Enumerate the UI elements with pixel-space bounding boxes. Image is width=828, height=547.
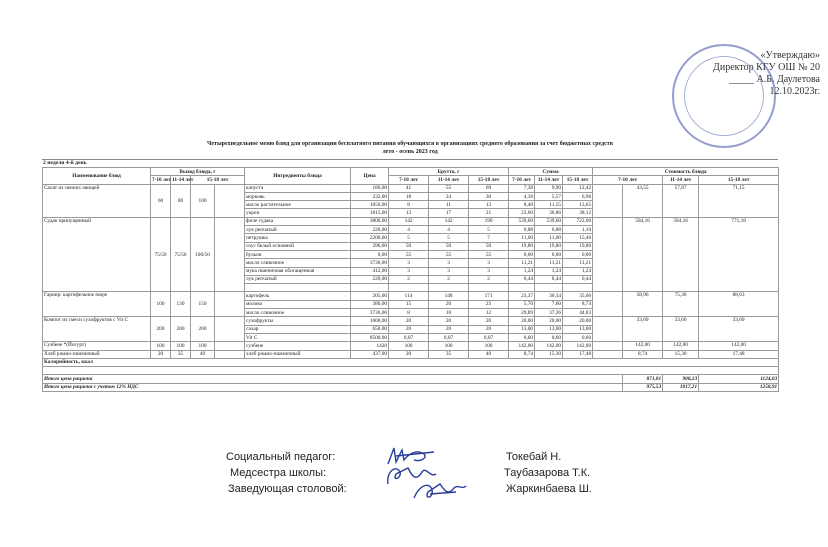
gross-age3: 30: [469, 192, 509, 200]
cost-age3: 17,48: [699, 350, 779, 358]
cost-age2: 15,30: [663, 350, 699, 358]
empty-cell: [535, 284, 563, 292]
gross-age2: 148: [429, 292, 469, 300]
gross-age2: 10: [429, 309, 469, 317]
approval-line-1: «Утверждаю»: [760, 50, 820, 61]
gross-age1: 13: [389, 209, 429, 217]
table-row: [43, 367, 779, 375]
gross-age3: 2: [469, 275, 509, 283]
cost-age3: 142,00: [699, 342, 779, 350]
ingredient-name: масло сливочное: [245, 259, 351, 267]
sum-age1: 11,00: [509, 234, 535, 242]
signature-name-3: Жаркинбаева Ш.: [506, 483, 592, 495]
ingredient-price: 650,00: [351, 325, 389, 333]
header-cost: Стоимость блюда: [593, 168, 779, 176]
sum-age3: 20,00: [563, 317, 593, 325]
total-row: [43, 383, 779, 391]
ingredient-price: 0,00: [351, 250, 389, 258]
gross-age3: 190: [469, 217, 509, 225]
ingredient-price: 2200,00: [351, 234, 389, 242]
sum-age1: 13,00: [509, 325, 535, 333]
dish-name: Компот из смеси сухофруктов с Vit C: [43, 317, 151, 342]
sum-age2: 30,34: [535, 292, 563, 300]
sum-age3: 0,00: [563, 250, 593, 258]
header-dish: Наименование блюд: [43, 168, 151, 185]
yield-age2: 35: [171, 350, 191, 358]
yield-age2: 80: [171, 184, 191, 217]
yield-age3: 100/50: [191, 217, 215, 292]
gross-age2: 11: [429, 201, 469, 209]
gross-age1: 100: [389, 342, 429, 350]
sum-age2: 9,90: [535, 184, 563, 192]
spacer-cell: [215, 350, 245, 358]
sum-age3: 11,21: [563, 259, 593, 267]
gross-age1: 15: [389, 300, 429, 308]
total-label: Итого цена рациона: [43, 375, 623, 383]
gross-age3: 171: [469, 292, 509, 300]
header-yield-age1: 7-10 лет: [152, 176, 171, 183]
ingredient-name: сахар: [245, 325, 351, 333]
ingredient-price: 3736,00: [351, 259, 389, 267]
gross-age3: 40: [469, 350, 509, 358]
gross-age1: 41: [389, 184, 429, 192]
sum-age2: 0,44: [535, 275, 563, 283]
gross-age3: 20: [469, 325, 509, 333]
ingredient-name: лук репчатый: [245, 226, 351, 234]
empty-cell: [245, 284, 351, 292]
gross-age2: 100: [429, 342, 469, 350]
gross-age3: 7: [469, 234, 509, 242]
sum-age2: 0,88: [535, 226, 563, 234]
spacer-cell: [593, 184, 623, 217]
ingredient-name: картофель: [245, 292, 351, 300]
sum-age3: 8,74: [563, 300, 593, 308]
gross-age3: 20: [469, 317, 509, 325]
sum-age1: 0,44: [509, 275, 535, 283]
table-row: [43, 292, 779, 300]
gross-age2: 20: [429, 317, 469, 325]
header-price: Цена: [351, 168, 389, 185]
gross-age3: 5: [469, 226, 509, 234]
spacer-cell: [593, 342, 623, 350]
calories-row: [43, 358, 779, 366]
gross-age1: 4: [389, 226, 429, 234]
gross-age2: 24: [429, 192, 469, 200]
sum-age1: 0,88: [509, 226, 535, 234]
gross-age1: 3: [389, 267, 429, 275]
empty-cell: [469, 284, 509, 292]
official-stamp-icon: [672, 44, 776, 148]
gross-age3: 0,07: [469, 333, 509, 341]
gross-age2: 55: [429, 250, 469, 258]
ingredient-price: 1050,00: [351, 201, 389, 209]
ingredient-name: соус белый основной: [245, 242, 351, 250]
ingredient-price: 205,00: [351, 292, 389, 300]
signature-3-icon: [410, 478, 470, 504]
total-age2: 1017,21: [663, 383, 699, 391]
ingredient-name: молоко: [245, 300, 351, 308]
ingredient-price: 380,00: [351, 300, 389, 308]
yield-age2: 200: [171, 317, 191, 342]
gross-age2: 4: [429, 226, 469, 234]
ingredient-name: бульон: [245, 250, 351, 258]
gross-age3: 69: [469, 184, 509, 192]
table-row: [43, 184, 779, 192]
title-line-1: Четырехнедельное меню блюд для организации бесплатного питания обучающихся в организациях среднего образования за счет бюджетных средств: [206, 141, 613, 147]
cost-age1: 142,00: [623, 342, 663, 350]
sum-age3: 722,00: [563, 217, 593, 225]
header-sum: Сумма: [509, 168, 593, 176]
gross-age1: 8: [389, 309, 429, 317]
gross-age1: 55: [389, 250, 429, 258]
yield-age3: 100: [191, 342, 215, 350]
cost-age1: 584,16: [623, 217, 663, 292]
sum-age3: 19,80: [563, 242, 593, 250]
total-age1: 871,01: [623, 375, 663, 383]
sum-age1: 142,00: [509, 342, 535, 350]
header-gross-age3: 15-18 лет: [469, 176, 509, 184]
header-gross: Брутто, г: [389, 168, 509, 176]
cost-age2: 33,60: [663, 317, 699, 342]
yield-age2: 100: [171, 342, 191, 350]
gross-age2: 3: [429, 259, 469, 267]
cost-age2: 584,16: [663, 217, 699, 292]
approval-line-4: 12.10.2023г.: [769, 86, 820, 97]
spacer-cell: [593, 317, 623, 342]
spacer-cell: [215, 317, 245, 342]
gross-age1: 0,07: [389, 333, 429, 341]
ingredient-price: 3736,00: [351, 309, 389, 317]
header-sum-age3: 15-18 лет: [563, 176, 593, 184]
ingredient-name: филе судака: [245, 217, 351, 225]
sum-age2: 30,86: [535, 209, 563, 217]
approval-line-2: Директор КГУ ОШ № 20: [713, 62, 820, 73]
sum-age2: 11,55: [535, 201, 563, 209]
spacer-cell: [215, 292, 245, 317]
sum-age2: 15,30: [535, 350, 563, 358]
gross-age2: 17: [429, 209, 469, 217]
signature-role-3: Заведующая столовой:: [228, 483, 347, 495]
sum-age3: 38,12: [563, 209, 593, 217]
yield-age1: 100: [151, 342, 171, 350]
total-age2: 908,23: [663, 375, 699, 383]
dish-name: Сузбеие *(Йогурт): [43, 342, 151, 350]
menu-table: [42, 167, 779, 392]
cost-age3: 33,60: [699, 317, 779, 342]
empty-cell: [389, 284, 429, 292]
yield-age2: 130: [171, 292, 191, 317]
gross-age1: 50: [389, 242, 429, 250]
yield-age3: 150: [191, 292, 215, 317]
gross-age1: 20: [389, 317, 429, 325]
sum-age1: 0,00: [509, 250, 535, 258]
sum-age2: 7,60: [535, 300, 563, 308]
signature-role-2: Медсестра школы:: [230, 467, 327, 479]
ingredient-price: 396,00: [351, 242, 389, 250]
signature-name-1: Токебай Н.: [506, 451, 562, 463]
sum-age3: 15,40: [563, 234, 593, 242]
gross-age1: 3: [389, 259, 429, 267]
sum-age3: 1,10: [563, 226, 593, 234]
yield-age3: 40: [191, 350, 215, 358]
ingredient-price: 437,00: [351, 350, 389, 358]
gross-age1: 114: [389, 292, 429, 300]
yield-age1: 200: [151, 317, 171, 342]
gross-age3: 55: [469, 250, 509, 258]
sum-age1: 8,74: [509, 350, 535, 358]
total-label: Итого цена рациона с учетом 12% НДС: [43, 383, 623, 391]
gross-age3: 21: [469, 209, 509, 217]
cost-age1: 58,96: [623, 292, 663, 317]
spacer-cell: [593, 217, 623, 292]
sum-age2: 11,21: [535, 259, 563, 267]
yield-age1: 20: [151, 350, 171, 358]
sum-age2: 142,00: [535, 342, 563, 350]
dish-name: Судак припущенный: [43, 217, 151, 292]
dish-name: Салат из свежих овощей: [43, 184, 151, 217]
gross-age3: 3: [469, 267, 509, 275]
gross-age3: 50: [469, 242, 509, 250]
approval-line-3: _____ А.Б. Даулетова: [729, 74, 820, 85]
cost-age3: 771,18: [699, 217, 779, 292]
yield-age3: 100: [191, 184, 215, 217]
sum-age3: 1,24: [563, 267, 593, 275]
gross-age3: 23: [469, 300, 509, 308]
cost-age3: 88,63: [699, 292, 779, 317]
gross-age1: 18: [389, 192, 429, 200]
ingredient-name: мука пшеничная обогащенная: [245, 267, 351, 275]
header-ingredients: Ингредиенты блюда: [245, 168, 351, 185]
header-gross-age2: 11-14 лет: [429, 176, 469, 184]
sum-age3: 44,83: [563, 309, 593, 317]
sum-age1: 7,38: [509, 184, 535, 192]
period-label: 2 недели 4-й день: [42, 159, 778, 167]
ingredient-name: морковь: [245, 192, 351, 200]
gross-age1: 20: [389, 325, 429, 333]
ingredient-price: 232,00: [351, 192, 389, 200]
sum-age2: 20,00: [535, 317, 563, 325]
sum-age1: 11,21: [509, 259, 535, 267]
sum-age3: 0,60: [563, 333, 593, 341]
header-cost-age1: 7-10 лет: [593, 176, 663, 184]
ingredient-name: капуста: [245, 184, 351, 192]
spacer-cell: [593, 350, 623, 358]
menu-table-body: [43, 184, 779, 391]
cost-age1: 8,74: [623, 350, 663, 358]
header-yield-age3: 15-18 лет: [191, 176, 245, 184]
sum-age2: 13,00: [535, 325, 563, 333]
gross-age3: 12: [469, 309, 509, 317]
sum-age2: 539,60: [535, 217, 563, 225]
sum-age2: 1,24: [535, 267, 563, 275]
total-row: [43, 375, 779, 383]
gross-age3: 100: [469, 342, 509, 350]
header-sum-age2: 11-14 лет: [535, 176, 563, 184]
empty-cell: [429, 284, 469, 292]
sum-age1: 23,37: [509, 292, 535, 300]
header-yield-age2: 11-14 лет: [172, 176, 194, 183]
sum-age2: 0,60: [535, 333, 563, 341]
ingredient-name: Vit C: [245, 333, 351, 341]
ingredient-price: 220,00: [351, 226, 389, 234]
header-yield: Выход блюда, г: [151, 168, 245, 176]
cost-age2: 142,00: [663, 342, 699, 350]
ingredient-price: 1815,00: [351, 209, 389, 217]
calories-label: Калорийность, ккал: [43, 358, 779, 366]
gross-age3: 13: [469, 201, 509, 209]
sum-age1: 8,40: [509, 201, 535, 209]
gross-age2: 142: [429, 217, 469, 225]
header-sum-age1: 7-10 лет: [509, 176, 535, 184]
ingredient-price: 180,00: [351, 184, 389, 192]
sum-age1: 5,70: [509, 300, 535, 308]
sum-age1: 1,24: [509, 267, 535, 275]
ingredient-price: 3800,00: [351, 217, 389, 225]
gross-age2: 20: [429, 325, 469, 333]
spacer-cell: [215, 184, 245, 217]
gross-age2: 35: [429, 350, 469, 358]
gross-age1: 2: [389, 275, 429, 283]
sum-age1: 20,00: [509, 317, 535, 325]
ingredient-name: укроп: [245, 209, 351, 217]
header-gross-age1: 7-10 лет: [389, 176, 429, 184]
ingredient-name: сузбеие: [245, 342, 351, 350]
empty-cell: [509, 284, 535, 292]
table-row: [43, 342, 779, 350]
gross-age2: 55: [429, 184, 469, 192]
sum-age3: 13,65: [563, 201, 593, 209]
gross-age2: 2: [429, 275, 469, 283]
gross-age2: 5: [429, 234, 469, 242]
sum-age3: 6,96: [563, 192, 593, 200]
dish-name: Хлеб ржано-пшеничный: [43, 350, 151, 358]
cost-age3: 71,15: [699, 184, 779, 217]
yield-age1: 75/50: [151, 217, 171, 292]
cost-age1: 33,60: [623, 317, 663, 342]
ingredient-name: сухофрукты: [245, 317, 351, 325]
table-row: [43, 217, 779, 225]
gross-age2: 20: [429, 300, 469, 308]
sum-age1: 4,18: [509, 192, 535, 200]
ingredient-price: 1000,00: [351, 317, 389, 325]
total-age1: 975,53: [623, 383, 663, 391]
sum-age3: 17,48: [563, 350, 593, 358]
gross-age1: 20: [389, 350, 429, 358]
title-line-2: лето - осень 2023 год: [382, 149, 438, 155]
empty-cell: [351, 284, 389, 292]
ingredient-price: 412,00: [351, 267, 389, 275]
cost-age2: 57,87: [663, 184, 699, 217]
spacer-cell: [593, 292, 623, 317]
header-cost-age2: 11-14 лет: [663, 176, 699, 184]
table-row: [43, 317, 779, 325]
gross-age2: 3: [429, 267, 469, 275]
gross-age2: 0,07: [429, 333, 469, 341]
spacer-cell: [215, 342, 245, 350]
yield-age2: 75/50: [171, 217, 191, 292]
sum-age3: 35,06: [563, 292, 593, 300]
total-age3: 1124,03: [699, 375, 779, 383]
sum-age3: 12,42: [563, 184, 593, 192]
yield-age1: 100: [151, 292, 171, 317]
sum-age1: 539,60: [509, 217, 535, 225]
sum-age1: 29,89: [509, 309, 535, 317]
dish-name: Гарнир: картофельное пюре: [43, 292, 151, 317]
cost-age2: 75,30: [663, 292, 699, 317]
ingredient-name: петрушка: [245, 234, 351, 242]
sum-age3: 0,44: [563, 275, 593, 283]
yield-age3: 200: [191, 317, 215, 342]
sum-age2: 11,00: [535, 234, 563, 242]
ingredient-price: 220,00: [351, 275, 389, 283]
ingredient-price: 1420: [351, 342, 389, 350]
signature-name-2: Таубазарова Т.К.: [504, 467, 591, 479]
sum-age2: 37,36: [535, 309, 563, 317]
yield-age1: 60: [151, 184, 171, 217]
ingredient-name: масло растительное: [245, 201, 351, 209]
total-age3: 1258,91: [699, 383, 779, 391]
signature-role-1: Социальный педагог:: [226, 451, 336, 463]
ingredient-name: хлеб ржано-пшеничный: [245, 350, 351, 358]
ingredient-name: масло сливочное: [245, 309, 351, 317]
ingredient-price: 8500,00: [351, 333, 389, 341]
sum-age2: 19,80: [535, 242, 563, 250]
ingredient-name: лук репчатый: [245, 275, 351, 283]
gross-age1: 142: [389, 217, 429, 225]
sum-age1: 23,60: [509, 209, 535, 217]
header-cost-age3: 15-18 лет: [699, 176, 779, 184]
gross-age1: 5: [389, 234, 429, 242]
gross-age2: 50: [429, 242, 469, 250]
gross-age1: 8: [389, 201, 429, 209]
empty-cell: [563, 284, 593, 292]
document-title: [42, 140, 778, 156]
cost-age1: 43,55: [623, 184, 663, 217]
sum-age2: 5,57: [535, 192, 563, 200]
sum-age1: 0,60: [509, 333, 535, 341]
sum-age2: 0,00: [535, 250, 563, 258]
sum-age3: 142,00: [563, 342, 593, 350]
empty-cell: [43, 367, 779, 375]
sum-age1: 19,80: [509, 242, 535, 250]
gross-age3: 3: [469, 259, 509, 267]
table-row: [43, 350, 779, 358]
sum-age3: 13,00: [563, 325, 593, 333]
spacer-cell: [215, 217, 245, 292]
